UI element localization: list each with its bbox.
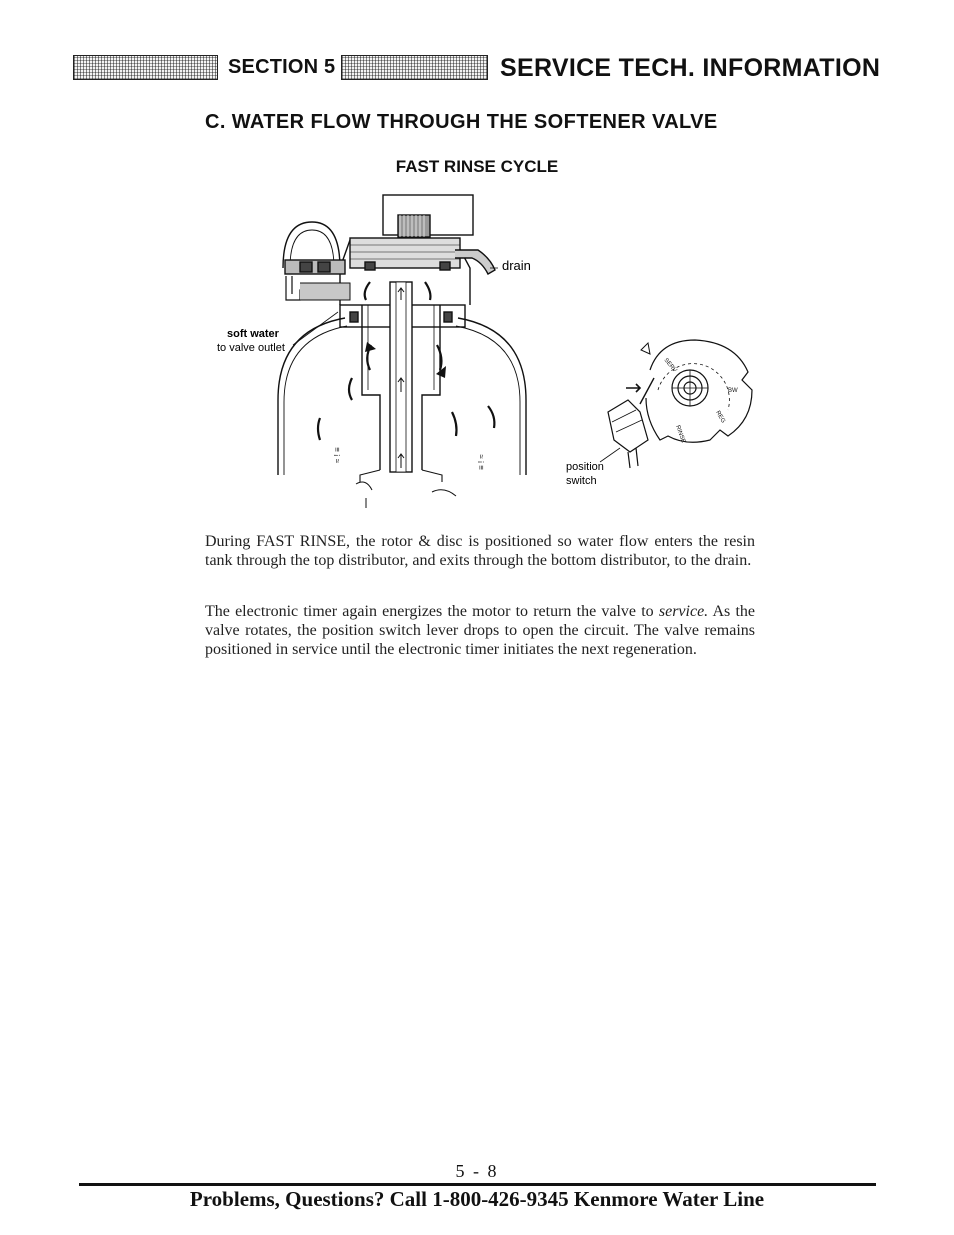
- footer-divider: [79, 1183, 876, 1186]
- fast-rinse-diagram: [0, 0, 954, 520]
- svg-text:BW: BW: [728, 388, 738, 394]
- description-paragraph-1: During FAST RINSE, the rotor & disc is positioned so water flow enters the resin tank through the top distributor, and exits through the bottom distributor, to the drain.: [205, 533, 755, 569]
- to-valve-outlet-label: to valve outlet: [217, 342, 285, 354]
- drain-fitting: [455, 250, 495, 274]
- para2-italic: service.: [658, 603, 709, 620]
- switch-label: switch: [566, 475, 597, 487]
- para2-start: The electronic timer again energizes the motor to return the valve to: [205, 603, 654, 620]
- position-label: position: [566, 461, 604, 473]
- svg-text:SERV: SERV: [662, 357, 678, 374]
- svg-text:≈ ! ≡: ≈ ! ≡: [333, 447, 342, 463]
- soft-water-label: soft water: [227, 328, 279, 340]
- page-number: 5 - 8: [455, 1161, 499, 1181]
- cycle-title: FAST RINSE CYCLE: [395, 157, 559, 176]
- svg-text:RINSE: RINSE: [674, 424, 687, 444]
- para2-end: As the valve rotates, the position switch lever drops to open the circuit. The valve remains positioned in service until the electronic timer initiates the next regeneration.: [205, 603, 756, 658]
- svg-text:REG: REG: [714, 410, 726, 425]
- section-label: SECTION 5: [228, 56, 336, 78]
- section-heading: C. WATER FLOW THROUGH THE SOFTENER VALVE: [205, 111, 718, 133]
- page-title: SERVICE TECH. INFORMATION: [500, 54, 881, 82]
- footer-text: Problems, Questions? Call 1-800-426-9345 Kenmore Water Line: [189, 1187, 765, 1211]
- drain-label: drain: [502, 258, 531, 273]
- position-switch: [608, 400, 648, 452]
- svg-text:≡ ! ≈: ≡ ! ≈: [477, 454, 486, 470]
- description-paragraph-2: [205, 602, 755, 659]
